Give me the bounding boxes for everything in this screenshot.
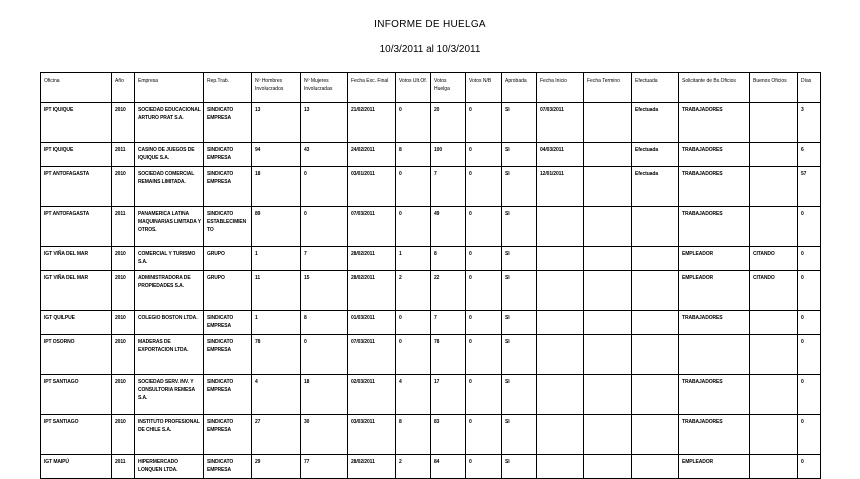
cell-efectuada — [632, 375, 679, 415]
cell-rep-trab: GRUPO — [204, 247, 252, 271]
cell-empresa: COMERCIAL Y TURISMO S.A. — [135, 247, 204, 271]
cell-mujeres: 0 — [301, 207, 348, 247]
cell-fecha-termino — [584, 207, 632, 247]
cell-fecha-inicio — [537, 335, 584, 375]
cell-mujeres: 0 — [301, 167, 348, 207]
cell-buenos-oficios: CITANDO — [750, 247, 798, 271]
cell-hombres: 29 — [252, 455, 301, 479]
cell-votos-ult: 1 — [396, 247, 431, 271]
cell-oficina: IPT SANTIAGO — [41, 415, 112, 455]
cell-votos-huelga: 100 — [431, 143, 466, 167]
cell-aprobada: SI — [502, 415, 537, 455]
cell-empresa: COLEGIO BOSTON LTDA. — [135, 311, 204, 335]
cell-efectuada — [632, 247, 679, 271]
cell-rep-trab: SINDICATO EMPRESA — [204, 311, 252, 335]
cell-solicitante: TRABAJADORES — [679, 103, 750, 143]
header-ano: Año — [112, 73, 135, 103]
cell-fecha-exc: 07/03/2011 — [348, 335, 396, 375]
cell-mujeres: 7 — [301, 247, 348, 271]
cell-votos-ult: 2 — [396, 455, 431, 479]
cell-votos-nb: 0 — [466, 167, 502, 207]
cell-efectuada: Efectuada — [632, 167, 679, 207]
cell-fecha-inicio — [537, 271, 584, 311]
cell-votos-nb: 0 — [466, 103, 502, 143]
cell-mujeres: 15 — [301, 271, 348, 311]
cell-hombres: 4 — [252, 375, 301, 415]
cell-hombres: 78 — [252, 335, 301, 375]
cell-ano: 2010 — [112, 103, 135, 143]
cell-oficina: IPT OSORNO — [41, 335, 112, 375]
cell-dias: 6 — [798, 143, 821, 167]
cell-empresa: HIPERMERCADO LONQUEN LTDA. — [135, 455, 204, 479]
report-date-range: 10/3/2011 al 10/3/2011 — [379, 44, 481, 55]
cell-dias: 0 — [798, 311, 821, 335]
cell-mujeres: 8 — [301, 311, 348, 335]
table-row — [41, 207, 821, 247]
table-row — [41, 103, 821, 143]
cell-fecha-termino — [584, 143, 632, 167]
cell-ano: 2010 — [112, 247, 135, 271]
cell-oficina: IPT ANTOFAGASTA — [41, 167, 112, 207]
cell-fecha-exc: 01/03/2011 — [348, 311, 396, 335]
cell-fecha-exc: 03/03/2011 — [348, 415, 396, 455]
cell-fecha-exc: 21/02/2011 — [348, 103, 396, 143]
cell-empresa: CASINO DE JUEGOS DE IQUIQUE S.A. — [135, 143, 204, 167]
table-row — [41, 415, 821, 455]
cell-fecha-termino — [584, 271, 632, 311]
cell-oficina: IPT IQUIQUE — [41, 143, 112, 167]
cell-solicitante: EMPLEADOR — [679, 455, 750, 479]
cell-dias: 0 — [798, 415, 821, 455]
header-fecha-termino: Fecha Termino — [584, 73, 632, 103]
cell-aprobada: SI — [502, 103, 537, 143]
cell-votos-nb: 0 — [466, 311, 502, 335]
cell-ano: 2010 — [112, 167, 135, 207]
cell-dias: 0 — [798, 335, 821, 375]
cell-votos-nb: 0 — [466, 271, 502, 311]
cell-ano: 2011 — [112, 143, 135, 167]
cell-votos-huelga: 17 — [431, 375, 466, 415]
cell-hombres: 18 — [252, 167, 301, 207]
cell-oficina: IGT MAIPÚ — [41, 455, 112, 479]
cell-aprobada: SI — [502, 271, 537, 311]
cell-dias: 0 — [798, 247, 821, 271]
cell-solicitante: TRABAJADORES — [679, 375, 750, 415]
header-votos-ult: Votos Ult.Of. — [396, 73, 431, 103]
cell-fecha-termino — [584, 375, 632, 415]
cell-hombres: 89 — [252, 207, 301, 247]
table-header-row — [41, 73, 821, 103]
cell-solicitante: TRABAJADORES — [679, 207, 750, 247]
cell-votos-huelga: 83 — [431, 415, 466, 455]
cell-fecha-exc: 28/02/2011 — [348, 271, 396, 311]
cell-dias: 0 — [798, 271, 821, 311]
cell-fecha-exc: 28/02/2011 — [348, 247, 396, 271]
cell-hombres: 94 — [252, 143, 301, 167]
cell-votos-huelga: 84 — [431, 455, 466, 479]
cell-fecha-exc: 03/01/2011 — [348, 167, 396, 207]
cell-fecha-termino — [584, 415, 632, 455]
cell-solicitante: TRABAJADORES — [679, 143, 750, 167]
cell-solicitante: TRABAJADORES — [679, 415, 750, 455]
cell-hombres: 1 — [252, 247, 301, 271]
header-empresa: Empresa — [135, 73, 204, 103]
cell-hombres: 27 — [252, 415, 301, 455]
cell-votos-nb: 0 — [466, 415, 502, 455]
cell-votos-ult: 8 — [396, 415, 431, 455]
cell-empresa: SOCIEDAD COMERCIAL REMAINS LIMITADA. — [135, 167, 204, 207]
cell-mujeres: 43 — [301, 143, 348, 167]
table-row — [41, 335, 821, 375]
header-oficina: Oficina — [41, 73, 112, 103]
cell-ano: 2010 — [112, 415, 135, 455]
cell-aprobada: SI — [502, 335, 537, 375]
cell-rep-trab: SINDICATO EMPRESA — [204, 103, 252, 143]
cell-fecha-inicio — [537, 455, 584, 479]
cell-oficina: IPT IQUIQUE — [41, 103, 112, 143]
cell-fecha-termino — [584, 311, 632, 335]
table-row — [41, 271, 821, 311]
cell-buenos-oficios — [750, 375, 798, 415]
cell-fecha-exc: 28/02/2011 — [348, 455, 396, 479]
cell-dias: 0 — [798, 207, 821, 247]
cell-votos-huelga: 49 — [431, 207, 466, 247]
header-fecha-inicio: Fecha Inicio — [537, 73, 584, 103]
cell-solicitante: TRABAJADORES — [679, 167, 750, 207]
cell-votos-ult: 0 — [396, 167, 431, 207]
cell-aprobada: SI — [502, 143, 537, 167]
cell-oficina: IGT VIÑA DEL MAR — [41, 271, 112, 311]
cell-fecha-exc: 24/02/2011 — [348, 143, 396, 167]
cell-votos-huelga: 8 — [431, 247, 466, 271]
cell-solicitante: EMPLEADOR — [679, 271, 750, 311]
cell-fecha-exc: 07/03/2011 — [348, 207, 396, 247]
cell-rep-trab: GRUPO — [204, 271, 252, 311]
cell-fecha-termino — [584, 335, 632, 375]
header-aprobada: Aprobada — [502, 73, 537, 103]
cell-rep-trab: SINDICATO EMPRESA — [204, 375, 252, 415]
cell-ano: 2010 — [112, 375, 135, 415]
cell-aprobada: SI — [502, 455, 537, 479]
cell-empresa: PANAMERICA LATINA MAQUINARIAS LIMITADA Y OTROS. — [135, 207, 204, 247]
cell-efectuada: Efectuada — [632, 143, 679, 167]
cell-fecha-inicio: 04/03/2011 — [537, 143, 584, 167]
cell-efectuada — [632, 207, 679, 247]
cell-votos-ult: 0 — [396, 311, 431, 335]
table-row — [41, 167, 821, 207]
cell-empresa: INSTITUTO PROFESIONAL DE CHILE S.A. — [135, 415, 204, 455]
cell-aprobada: SI — [502, 247, 537, 271]
cell-votos-ult: 0 — [396, 103, 431, 143]
header-efectuada: Efectuada — [632, 73, 679, 103]
cell-fecha-inicio — [537, 247, 584, 271]
cell-solicitante: EMPLEADOR — [679, 247, 750, 271]
table-row — [41, 311, 821, 335]
cell-buenos-oficios — [750, 207, 798, 247]
cell-fecha-termino — [584, 167, 632, 207]
cell-rep-trab: SINDICATO EMPRESA — [204, 335, 252, 375]
table-row — [41, 143, 821, 167]
cell-empresa: SOCIEDAD SERV. INV. Y CONSULTORIA REMESA S.A. — [135, 375, 204, 415]
cell-fecha-termino — [584, 103, 632, 143]
header-votos-nb: Votos N/B — [466, 73, 502, 103]
cell-hombres: 1 — [252, 311, 301, 335]
cell-buenos-oficios — [750, 103, 798, 143]
cell-buenos-oficios — [750, 143, 798, 167]
cell-votos-ult: 8 — [396, 143, 431, 167]
cell-buenos-oficios — [750, 415, 798, 455]
header-dias: Días — [798, 73, 821, 103]
cell-buenos-oficios — [750, 311, 798, 335]
cell-oficina: IPT ANTOFAGASTA — [41, 207, 112, 247]
cell-ano: 2011 — [112, 455, 135, 479]
cell-aprobada: SI — [502, 167, 537, 207]
cell-votos-huelga: 78 — [431, 335, 466, 375]
cell-efectuada: Efectuada — [632, 103, 679, 143]
cell-efectuada — [632, 455, 679, 479]
cell-votos-nb: 0 — [466, 335, 502, 375]
cell-oficina: IGT QUILPUE — [41, 311, 112, 335]
cell-votos-nb: 0 — [466, 455, 502, 479]
report-title: INFORME DE HUELGA — [374, 19, 486, 30]
cell-fecha-inicio — [537, 207, 584, 247]
cell-votos-nb: 0 — [466, 375, 502, 415]
cell-votos-ult: 4 — [396, 375, 431, 415]
cell-rep-trab: SINDICATO EMPRESA — [204, 415, 252, 455]
cell-votos-huelga: 22 — [431, 271, 466, 311]
header-rep-trab: Rep.Trab. — [204, 73, 252, 103]
cell-votos-huelga: 20 — [431, 103, 466, 143]
cell-votos-ult: 0 — [396, 207, 431, 247]
cell-rep-trab: SINDICATO EMPRESA — [204, 143, 252, 167]
cell-aprobada: SI — [502, 375, 537, 415]
cell-votos-nb: 0 — [466, 143, 502, 167]
cell-mujeres: 30 — [301, 415, 348, 455]
table-row — [41, 375, 821, 415]
table-row — [41, 455, 821, 479]
cell-aprobada: SI — [502, 207, 537, 247]
cell-votos-nb: 0 — [466, 247, 502, 271]
cell-oficina: IPT SANTIAGO — [41, 375, 112, 415]
cell-empresa: MADERAS DE EXPORTACION LTDA. — [135, 335, 204, 375]
cell-mujeres: 77 — [301, 455, 348, 479]
header-buenos-oficios: Buenos Oficios — [750, 73, 798, 103]
cell-mujeres: 18 — [301, 375, 348, 415]
cell-votos-huelga: 7 — [431, 167, 466, 207]
cell-efectuada — [632, 311, 679, 335]
cell-oficina: IGT VIÑA DEL MAR — [41, 247, 112, 271]
cell-efectuada — [632, 271, 679, 311]
cell-fecha-inicio — [537, 311, 584, 335]
cell-fecha-inicio: 12/01/2011 — [537, 167, 584, 207]
cell-rep-trab: SINDICATO ESTABLECIMIENTO — [204, 207, 252, 247]
cell-fecha-termino — [584, 455, 632, 479]
cell-fecha-exc: 02/03/2011 — [348, 375, 396, 415]
cell-aprobada: SI — [502, 311, 537, 335]
header-votos-huelga: Votos Huelga — [431, 73, 466, 103]
cell-buenos-oficios: CITANDO — [750, 271, 798, 311]
cell-hombres: 13 — [252, 103, 301, 143]
cell-buenos-oficios — [750, 335, 798, 375]
cell-dias: 0 — [798, 455, 821, 479]
cell-empresa: ADMINISTRADORA DE PROPIEDADES S.A. — [135, 271, 204, 311]
cell-rep-trab: SINDICATO EMPRESA — [204, 455, 252, 479]
header-mujeres: Nº Mujeres Involucradas — [301, 73, 348, 103]
cell-votos-ult: 0 — [396, 335, 431, 375]
cell-dias: 57 — [798, 167, 821, 207]
header-fecha-exc: Fecha Exc. Final — [348, 73, 396, 103]
table-row — [41, 247, 821, 271]
cell-fecha-inicio — [537, 415, 584, 455]
cell-rep-trab: SINDICATO EMPRESA — [204, 167, 252, 207]
cell-efectuada — [632, 415, 679, 455]
header-solicitante: Solicitante de Bs.Oficios — [679, 73, 750, 103]
strike-report-table — [40, 72, 821, 479]
cell-solicitante: TRABAJADORES — [679, 311, 750, 335]
cell-votos-ult: 2 — [396, 271, 431, 311]
cell-solicitante — [679, 335, 750, 375]
cell-dias: 0 — [798, 375, 821, 415]
cell-votos-nb: 0 — [466, 207, 502, 247]
header-hombres: Nº Hombres Involucrados — [252, 73, 301, 103]
cell-efectuada — [632, 335, 679, 375]
cell-ano: 2010 — [112, 311, 135, 335]
cell-votos-huelga: 7 — [431, 311, 466, 335]
cell-fecha-inicio: 07/03/2011 — [537, 103, 584, 143]
cell-ano: 2011 — [112, 207, 135, 247]
cell-empresa: SOCIEDAD EDUCACIONAL ARTURO PRAT S.A. — [135, 103, 204, 143]
cell-fecha-inicio — [537, 375, 584, 415]
cell-fecha-termino — [584, 247, 632, 271]
cell-buenos-oficios — [750, 455, 798, 479]
cell-dias: 3 — [798, 103, 821, 143]
cell-ano: 2010 — [112, 335, 135, 375]
cell-ano: 2010 — [112, 271, 135, 311]
cell-mujeres: 0 — [301, 335, 348, 375]
cell-mujeres: 13 — [301, 103, 348, 143]
cell-hombres: 11 — [252, 271, 301, 311]
table-body — [41, 103, 821, 479]
cell-buenos-oficios — [750, 167, 798, 207]
